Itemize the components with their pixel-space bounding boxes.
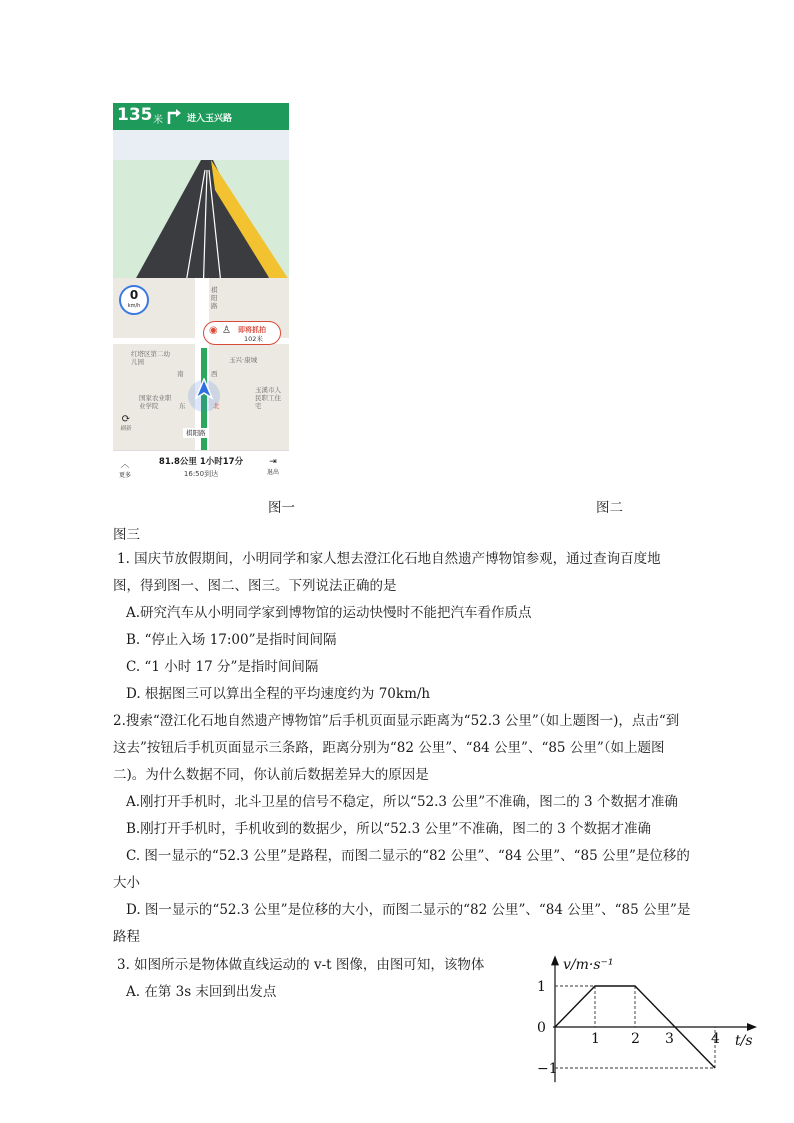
y-tick-label: −1: [537, 1061, 558, 1077]
q2-option-c-line2: 大小: [113, 875, 140, 891]
x-axis-arrow: [747, 1023, 757, 1031]
x-tick-label: 2: [631, 1031, 640, 1047]
graph-axes: [551, 955, 757, 1082]
y-tick-label: 0: [537, 1020, 546, 1036]
exit-button[interactable]: [263, 457, 283, 476]
more-button[interactable]: [117, 457, 133, 479]
refresh-button[interactable]: [117, 412, 135, 433]
q3-stem: 3. 如图所示是物体做直线运动的 v-t 图像，由图可知，该物体: [117, 957, 485, 973]
location-arrow-icon: [194, 378, 214, 400]
map-label-yuxing: 玉兴·康城: [229, 356, 258, 364]
x-tick-label: 1: [591, 1031, 600, 1047]
x-tick-label: 3: [665, 1031, 674, 1047]
q1-stem-line2: 图，得到图一、图二、图三。下列说法正确的是: [113, 578, 397, 594]
distance-value: 135: [117, 105, 153, 125]
y-axis-label: v/m·s⁻¹: [563, 957, 614, 973]
x-tick-label: 4: [711, 1031, 720, 1047]
more-label: 更多: [118, 472, 131, 479]
camera-label: 即将抓拍: [238, 326, 266, 334]
caption-fig1: 图一: [268, 500, 295, 516]
speed-value: 0: [129, 288, 139, 302]
distance-unit: 米: [153, 115, 163, 126]
camera-distance: 102米: [244, 335, 263, 343]
y-tick-label: 1: [537, 979, 546, 995]
q2-stem-line1: 2.搜索“澄江化石地自然遗产博物馆”后手机页面显示距离为“52.3 公里”（如上题图一)，点击“到: [113, 713, 680, 729]
q3-option-a: A. 在第 3s 末回到出发点: [126, 984, 277, 1000]
q1-stem-line1: 1. 国庆节放假期间，小明同学和家人想去澄江化石地自然遗产博物馆参观，通过查询百度地: [117, 551, 661, 567]
compass-west: 西: [211, 370, 218, 378]
x-axis-label: t/s: [735, 1033, 753, 1049]
exit-icon: ⇥: [269, 457, 277, 467]
q1-option-b: B. “停止入场 17:00”是指时间间隔: [126, 632, 337, 648]
current-road-label: 棋阳路: [183, 428, 209, 438]
q2-option-d-line1: D. 图一显示的“52.3 公里”是位移的大小，而图二显示的“82 公里”、“84 公里”、“85 公里”是: [126, 902, 691, 918]
arrival-time: 16:50到达: [183, 470, 219, 478]
compass-east: 东: [179, 402, 186, 410]
compass-south: 南: [177, 370, 184, 378]
caption-fig3: 图三: [113, 527, 140, 543]
q1-option-d: D. 根据图三可以算出全程的平均速度约为 70km/h: [126, 686, 431, 702]
q2-option-a: A.刚打开手机时，北斗卫星的信号不稳定，所以“52.3 公里”不准确，图二的 3 个数据才准确: [126, 794, 678, 810]
speed-unit: km/h: [127, 303, 141, 309]
camera-icon: ◉: [209, 325, 218, 336]
camera-warning: [203, 321, 281, 345]
navigation-screenshot: [113, 103, 289, 483]
trip-bottom-bar: [113, 450, 289, 483]
map-label-staff-housing: 玉溪市人民职工住宅: [255, 386, 281, 410]
q2-stem-line3: 二)。为什么数据不同，你认前后数据差异大的原因是: [113, 767, 429, 783]
q1-option-a: A.研究汽车从小明同学家到博物馆的运动快慢时不能把汽车看作质点: [126, 605, 532, 621]
trip-summary: 81.8公里 1小时17分: [158, 457, 244, 467]
y-axis-arrow: [551, 955, 559, 965]
q1-option-c: C. “1 小时 17 分”是指时间间隔: [126, 659, 319, 675]
turn-right-icon: [165, 107, 183, 125]
pedestrian-icon: ♙: [222, 325, 231, 336]
map-label-qiyang-road: 棋阳路: [211, 286, 218, 310]
caption-fig2: 图二: [596, 500, 623, 516]
refresh-icon: ⟳: [121, 412, 131, 425]
map-label-agri-college: 国家农业职业学院: [139, 394, 172, 410]
q2-option-c-line1: C. 图一显示的“52.3 公里”是路程，而图二显示的“82 公里”、“84 公里”、“85 公里”是位移的: [126, 848, 690, 864]
nav-instruction-bar: [113, 103, 289, 130]
next-road-name: 进入玉兴路: [187, 114, 233, 124]
q2-stem-line2: 这去”按钮后手机页面显示三条路，距离分别为“82 公里”、“84 公里”、“85 公里”（如上题图: [113, 740, 665, 756]
chevron-up-icon: ︿: [120, 460, 130, 470]
refresh-label: 刷新: [120, 426, 132, 432]
q2-option-d-line2: 路程: [113, 929, 140, 945]
exit-label: 退出: [266, 469, 279, 476]
map-label-kindergarten: 红塔区第二幼儿园: [131, 350, 170, 366]
speedometer: [119, 285, 149, 315]
graph-labels: [537, 957, 753, 1077]
q2-option-b: B.刚打开手机时，手机收到的数据少，所以“52.3 公里”不准确，图二的 3 个数据才准确: [126, 821, 652, 837]
compass-north: 北: [213, 402, 220, 410]
vt-graph: [515, 955, 775, 1090]
